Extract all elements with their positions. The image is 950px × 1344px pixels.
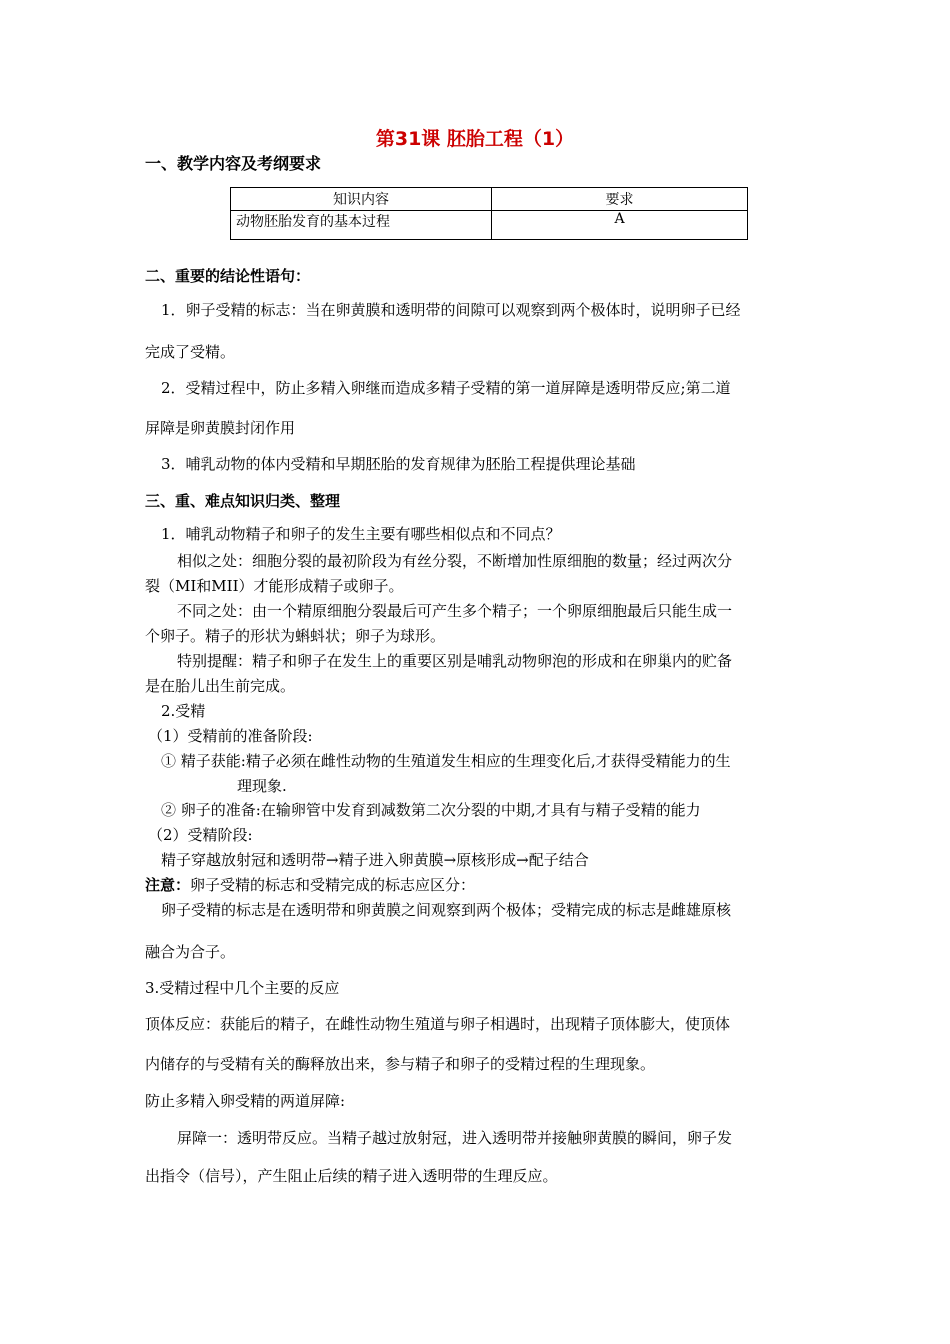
section3-heading: 三、重、难点知识归类、整理	[145, 492, 341, 510]
paragraph: 出指令（信号），产生阻止后续的精子进入透明带的生理反应。	[145, 1167, 558, 1185]
paragraph: 顶体反应：获能后的精子，在雌性动物生殖道与卵子相遇时，出现精子顶体膨大，使顶体	[145, 1015, 731, 1033]
paragraph: 相似之处：细胞分裂的最初阶段为有丝分裂，不断增加性原细胞的数量；经过两次分	[177, 552, 733, 570]
paragraph: ② 卵子的准备:在输卵管中发育到减数第二次分裂的中期,才具有与精子受精的能力	[161, 801, 701, 819]
paragraph: 2．受精过程中，防止多精入卵继而造成多精子受精的第一道屏障是透明带反应;第二道	[161, 379, 731, 397]
table-cell: A	[492, 211, 748, 240]
paragraph: 特别提醒：精子和卵子在发生上的重要区别是哺乳动物卵泡的形成和在卵巢内的贮备	[177, 652, 733, 670]
note-label: 注意：	[145, 876, 191, 894]
paragraph: 3.受精过程中几个主要的反应	[145, 979, 340, 997]
paragraph: 卵子受精的标志是在透明带和卵黄膜之间观察到两个极体；受精完成的标志是雌雄原核	[161, 901, 732, 919]
table-row	[231, 211, 748, 240]
requirements-table	[230, 187, 748, 240]
note-line	[145, 875, 475, 895]
paragraph: 1．哺乳动物精子和卵子的发生主要有哪些相似点和不同点？	[161, 525, 561, 543]
paragraph: 精子穿越放射冠和透明带→精子进入卵黄膜→原核形成→配子结合	[161, 851, 589, 869]
paragraph: 1．卵子受精的标志：当在卵黄膜和透明带的间隙可以观察到两个极体时，说明卵子已经	[161, 301, 741, 319]
table-header-cell: 要求	[492, 188, 748, 211]
paragraph: 完成了受精。	[145, 343, 236, 361]
paragraph: （1）受精前的准备阶段:	[148, 727, 313, 745]
section2-heading: 二、重要的结论性语句：	[145, 267, 311, 285]
paragraph: 不同之处：由一个精原细胞分裂最后可产生多个精子；一个卵原细胞最后只能生成一	[177, 602, 733, 620]
paragraph: 裂（MI和MII）才能形成精子或卵子。	[145, 577, 404, 595]
table-cell: 动物胚胎发育的基本过程	[231, 211, 492, 240]
paragraph: ① 精子获能:精子必须在雌性动物的生殖道发生相应的生理变化后,才获得受精能力的生	[161, 752, 731, 770]
paragraph: （2）受精阶段:	[148, 826, 253, 844]
note-text: 卵子受精的标志和受精完成的标志应区分：	[190, 876, 476, 894]
paragraph: 理现象.	[237, 777, 287, 795]
paragraph: 屏障是卵黄膜封闭作用	[145, 419, 296, 437]
page-title: 第31课 胚胎工程（1）	[375, 128, 575, 150]
paragraph: 屏障一：透明带反应。当精子越过放射冠，进入透明带并接触卵黄膜的瞬间，卵子发	[177, 1129, 733, 1147]
section1-heading: 一、教学内容及考纲要求	[145, 154, 322, 173]
table-header-row	[231, 188, 748, 211]
table-header-cell: 知识内容	[231, 188, 492, 211]
paragraph: 融合为合子。	[145, 943, 236, 961]
paragraph: 2.受精	[161, 702, 206, 720]
paragraph: 3．哺乳动物的体内受精和早期胚胎的发育规律为胚胎工程提供理论基础	[161, 455, 636, 473]
paragraph: 个卵子。精子的形状为蝌蚪状；卵子为球形。	[145, 627, 446, 645]
paragraph: 防止多精入卵受精的两道屏障:	[145, 1092, 346, 1110]
paragraph: 内储存的与受精有关的酶释放出来，参与精子和卵子的受精过程的生理现象。	[145, 1055, 656, 1073]
paragraph: 是在胎儿出生前完成。	[145, 677, 296, 695]
